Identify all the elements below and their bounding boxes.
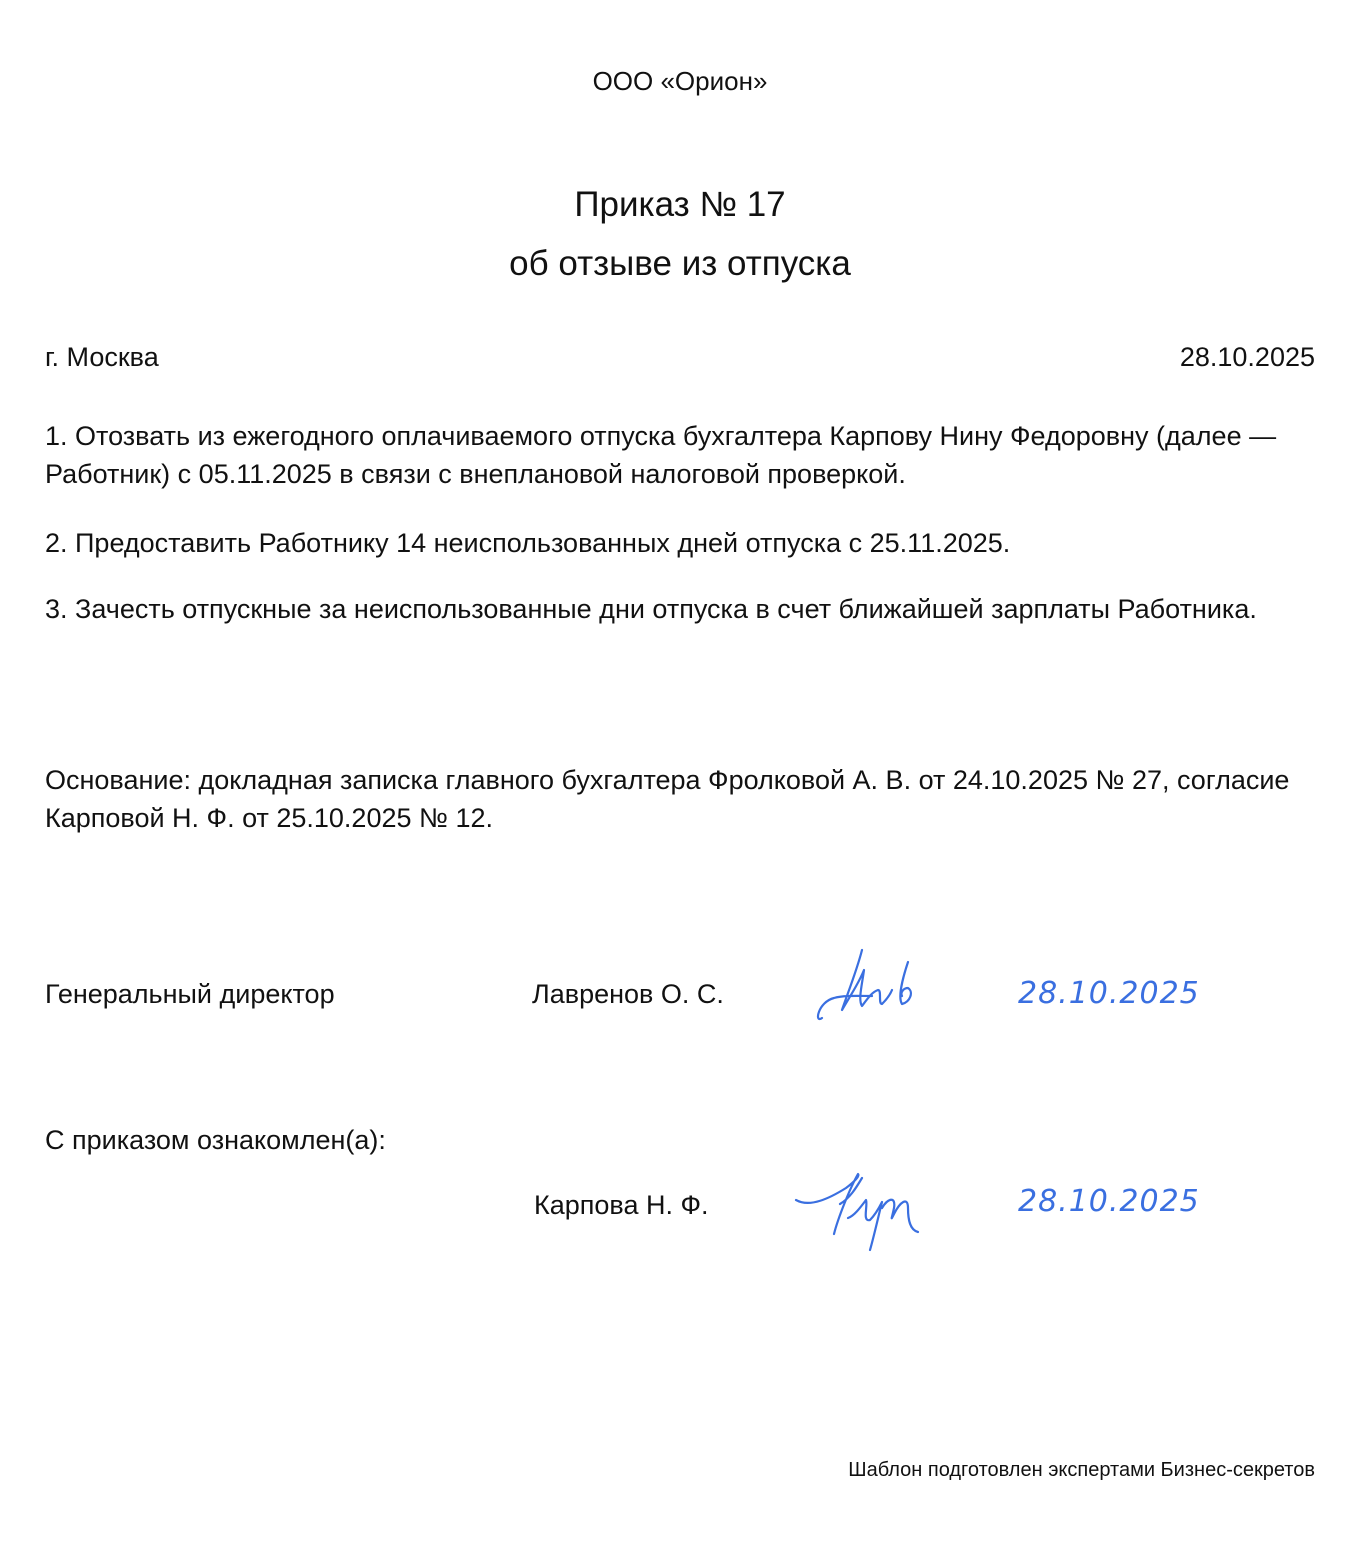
order-date: 28.10.2025: [1179, 342, 1315, 372]
director-signature-icon: [812, 940, 932, 1030]
order-basis: Основание: докладная записка главного бухгалтера Фролковой А. В. от 24.10.2025 № 27, согласие Карповой Н. Ф. от 25.10.2025 № 12.: [45, 765, 1290, 833]
company-name: ООО «Орион»: [592, 66, 768, 96]
order-item-3: 3. Зачесть отпускные за неиспользованные дни отпуска в счет ближайшей зарплаты Работника.: [45, 594, 1257, 624]
order-title: Приказ № 17: [574, 185, 786, 224]
template-credit: Шаблон подготовлен экспертами Бизнес-секретов: [848, 1459, 1315, 1481]
director-position: Генеральный директор: [45, 979, 335, 1009]
order-item-1: 1. Отозвать из ежегодного оплачиваемого отпуска бухгалтера Карпову Нину Федоровну (далее — Работник) с 05.11.2025 в связи с внеплановой налоговой проверкой.: [45, 421, 1277, 489]
order-item-2: 2. Предоставить Работнику 14 неиспользованных дней отпуска с 25.11.2025.: [45, 528, 1011, 558]
acknowledgement-label: С приказом ознакомлен(а):: [45, 1125, 386, 1155]
employee-signature-icon: [790, 1158, 940, 1253]
order-subtitle: об отзыве из отпуска: [509, 244, 851, 283]
city: г. Москва: [45, 342, 159, 372]
director-name: Лавренов О. С.: [532, 979, 724, 1009]
employee-name: Карпова Н. Ф.: [534, 1190, 709, 1220]
director-signature-date: 28.10.2025: [1018, 976, 1200, 1011]
employee-signature-date: 28.10.2025: [1018, 1184, 1200, 1219]
